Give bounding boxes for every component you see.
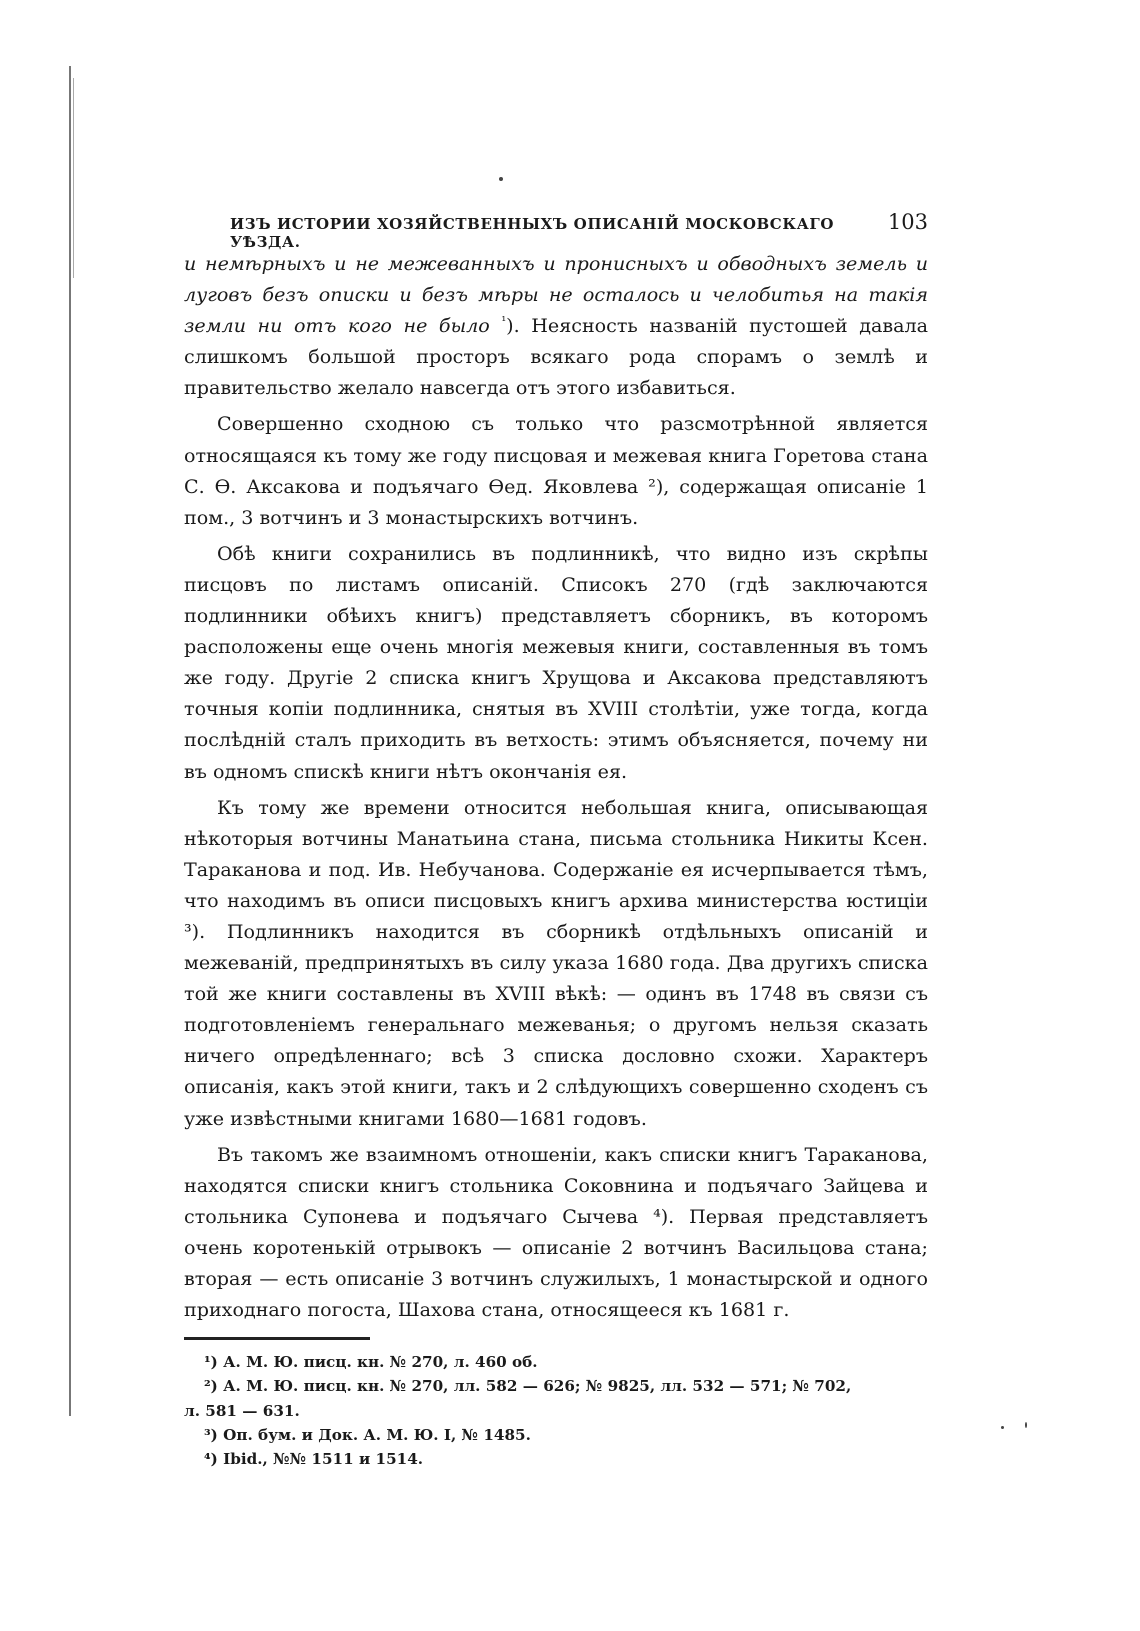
paragraph: Совершенно сходною съ только что разсмотрѣнной является относящаяся къ тому же году писцовая и межевая книга Горетова стана С. Ѳ. Аксакова и подъячаго Ѳед. Яковлева ²), содержащая описаніе 1 пом., 3 вотчинъ и 3 монастырскихъ вотчинъ. bbox=[184, 412, 928, 529]
footnote-mark: ²) bbox=[204, 1377, 218, 1396]
italic-quote: и немѣрныхъ и не межеванныхъ и пронисныхъ и обводныхъ земель и луговъ безъ описки и безъ мѣры не осталось и челобитья на такія земли ни отъ кого не было bbox=[184, 252, 928, 338]
footnote-mark: ⁴) bbox=[204, 1450, 218, 1468]
footnote bbox=[184, 1447, 928, 1471]
body-text bbox=[184, 248, 928, 1325]
scan-speck bbox=[1001, 1426, 1004, 1429]
footnote-text: Оп. бум. и Док. А. М. Ю. I, № 1485. bbox=[223, 1425, 531, 1444]
running-title: ИЗЪ ИСТОРИИ ХОЗЯЙСТВЕННЫХЪ ОПИСАНІЙ МОСКОВСКАГО УѢЗДА. bbox=[230, 215, 835, 251]
scan-speck bbox=[499, 177, 503, 181]
paragraph: Къ тому же времени относится небольшая книга, описывающая нѣкоторыя вотчины Манатьина стана, письма стольника Никиты Ксен. Тараканова и под. Ив. Небучанова. Содержаніе ея исчерпывается тѣмъ, что находимъ въ описи писцовыхъ книгъ архива министерства юстиціи ³). Подлинникъ находится въ сборникѣ отдѣльныхъ описаній и межеваній, предпринятыхъ въ силу указа 1680 года. Два другихъ списка той же книги составлены въ XVIII вѣкѣ: — одинъ въ 1748 въ связи съ подготовленіемъ генеральнаго межеванья; о другомъ нельзя сказать ничего опредѣленнаго; всѣ 3 списка дословно схожи. Характеръ описанія, какъ этой книги, такъ и 2 слѣдующихъ совершенно сходенъ съ уже извѣстными книгами 1680—1681 годовъ. bbox=[184, 795, 928, 1130]
footnote bbox=[184, 1350, 928, 1374]
footnote-text: Ibid., №№ 1511 и 1514. bbox=[223, 1450, 424, 1468]
footnote-ref: ¹ bbox=[501, 314, 507, 329]
footnote-mark: ³) bbox=[204, 1425, 218, 1444]
scan-speck bbox=[1025, 1422, 1027, 1428]
footnote-text: А. М. Ю. писц. кн. № 270, л. 460 об. bbox=[223, 1353, 538, 1372]
binding-edge-line bbox=[69, 66, 71, 1416]
footnote bbox=[184, 1423, 928, 1447]
footnotes bbox=[184, 1350, 928, 1471]
footnote bbox=[184, 1374, 928, 1398]
footnote-mark: ¹) bbox=[204, 1353, 218, 1372]
book-page bbox=[184, 210, 928, 1471]
running-header bbox=[184, 210, 928, 251]
binding-edge-line bbox=[73, 78, 74, 278]
paragraph-text: ). Неясность названій пустошей давала слишкомъ большой просторъ всякаго рода спорамъ о землѣ и правительство желало навсегда отъ этого избавиться. bbox=[184, 314, 928, 400]
footnote-text: А. М. Ю. писц. кн. № 270, лл. 582 — 626; № 9825, лл. 532 — 571; № 702, bbox=[223, 1377, 852, 1396]
footnote-rule bbox=[184, 1337, 370, 1340]
paragraph bbox=[184, 248, 928, 403]
page-number: 103 bbox=[887, 210, 928, 234]
paragraph: Въ такомъ же взаимномъ отношеніи, какъ списки книгъ Тараканова, находятся списки книгъ стольника Соковнина и подъячаго Зайцева и стольника Супонева и подъячаго Сычева ⁴). Первая представляетъ очень коротенькій отрывокъ — описаніе 2 вотчинъ Васильцова стана; вторая — есть описаніе 3 вотчинъ служилыхъ, 1 монастырской и одного приходнаго погоста, Шахова стана, относящееся къ 1681 г. bbox=[184, 1142, 928, 1322]
paragraph: Обѣ книги сохранились въ подлинникѣ, что видно изъ скрѣпы писцовъ по листамъ описаній. Списокъ 270 (гдѣ заключаются подлинники обѣихъ книгъ) представляетъ сборникъ, въ которомъ расположены еще очень многія межевыя книги, составленныя въ томъ же году. Другіе 2 списка книгъ Хрущова и Аксакова представляютъ точныя копіи подлинника, снятыя въ XVIII столѣтіи, уже тогда, когда послѣдній сталъ приходить въ ветхость: этимъ объясняется, почему ни въ одномъ спискѣ книги нѣтъ окончанія ея. bbox=[184, 541, 928, 783]
footnote-continuation: л. 581 — 631. bbox=[184, 1401, 300, 1420]
